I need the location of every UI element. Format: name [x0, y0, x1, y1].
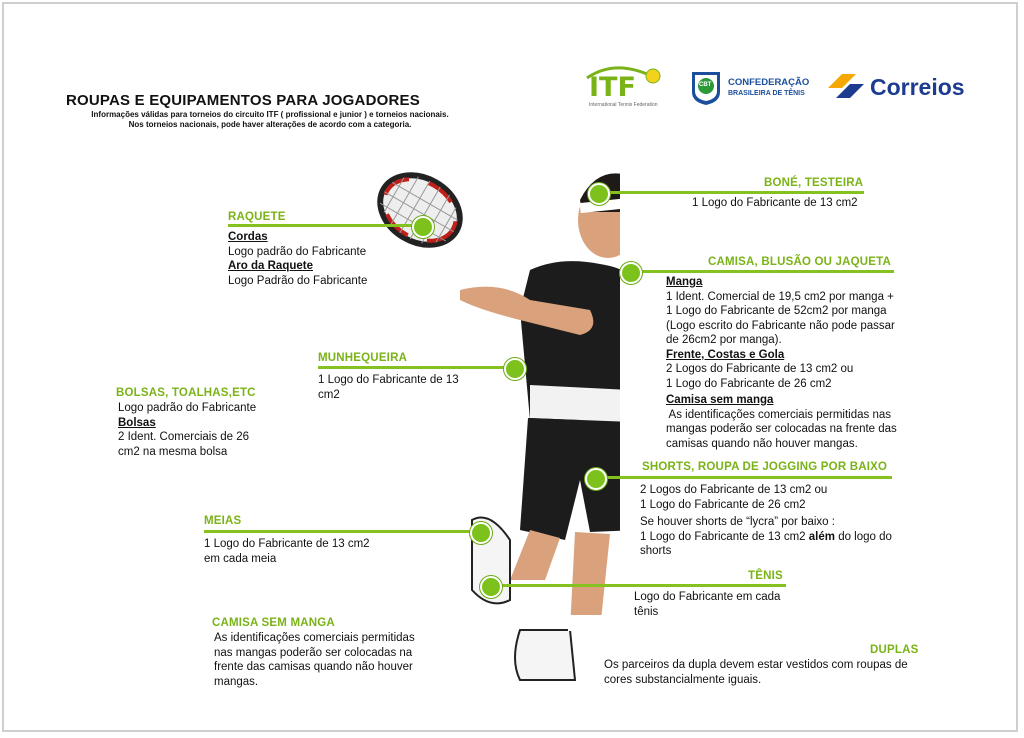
meias-dot — [470, 522, 492, 544]
camisa-manga-line-4: de 26cm2 por manga). — [666, 334, 782, 346]
itf-logo — [583, 62, 665, 108]
shorts-dot — [585, 468, 607, 490]
tenis-line-1: Logo do Fabricante em cada — [634, 591, 781, 603]
duplas-heading: DUPLAS — [870, 644, 919, 656]
bone-text: 1 Logo do Fabricante de 13 cm2 — [692, 197, 858, 209]
raquete-dot — [412, 216, 434, 238]
shorts-line-4b: além — [808, 530, 835, 543]
shorts-line-2: 1 Logo do Fabricante de 26 cm2 — [640, 498, 806, 511]
correios-text: Correios — [870, 74, 965, 100]
raquete-connector-line — [228, 224, 420, 227]
cbt-badge-text: CBT — [699, 82, 712, 88]
meias-line-2: em cada meia — [204, 552, 277, 565]
raquete-cordas-label: Cordas — [228, 231, 268, 243]
munhequeira-heading: MUNHEQUEIRA — [318, 352, 408, 364]
tennis-player-illustration — [360, 160, 620, 690]
duplas-line-1: Os parceiros da dupla devem estar vestidos com roupas de — [604, 659, 908, 671]
meias-heading: MEIAS — [204, 515, 242, 527]
raquete-cordas-text: Logo padrão do Fabricante — [228, 245, 367, 258]
correios-logo — [826, 70, 976, 106]
munhequeira-block — [318, 373, 459, 402]
bolsas-line-3: cm2 na mesma bolsa — [118, 445, 228, 458]
munhequeira-line-1: 1 Logo do Fabricante de 13 — [318, 374, 459, 386]
camisa-manga-line-1: 1 Ident. Comercial de 19,5 cm2 por manga + — [666, 290, 894, 303]
camisa-frente-line-1: 2 Logos do Fabricante de 13 cm2 ou — [666, 363, 854, 375]
cbt-shield-icon — [690, 70, 722, 106]
bolsas-heading: BOLSAS, TOALHAS,ETC — [116, 387, 256, 399]
duplas-line-2: cores substancialmente iguais. — [604, 673, 762, 686]
camisa-frente-line-2: 1 Logo do Fabricante de 26 cm2 — [666, 377, 832, 390]
bone-connector-line — [598, 191, 864, 194]
page-title: ROUPAS E EQUIPAMENTOS PARA JOGADORES — [66, 92, 420, 109]
camisa-dot — [620, 262, 642, 284]
munhequeira-line-2: cm2 — [318, 388, 340, 401]
cbt-line-1: CONFEDERAÇÃO — [728, 77, 810, 88]
tenis-block — [634, 590, 780, 619]
camisa-sem-manga-line-3: frente das camisas quando não houver — [214, 661, 413, 673]
camisa-connector-line — [630, 270, 894, 273]
correios-arrows-icon — [826, 70, 870, 102]
camisa-sem-manga-line-3: camisas quando não houver mangas. — [666, 437, 858, 450]
tenis-connector-line — [490, 584, 786, 587]
shorts-connector-line — [594, 476, 892, 479]
camisa-frente-label: Frente, Costas e Gola — [666, 348, 785, 361]
camisa-sem-manga-block — [214, 631, 415, 689]
meias-block — [204, 537, 370, 566]
subtitle-line-2: Nos torneios nacionais, pode haver alterações de acordo com a categoria. — [128, 120, 412, 129]
camisa-sem-manga-line-1: As identificações comerciais permitidas nas — [666, 408, 891, 421]
camisa-sem-manga-heading: CAMISA SEM MANGA — [212, 617, 335, 629]
bolsas-line-1: Logo padrão do Fabricante — [118, 402, 257, 414]
camisa-sem-manga-line-4: mangas. — [214, 675, 259, 688]
shorts-line-1: 2 Logos do Fabricante de 13 cm2 ou — [640, 484, 828, 496]
bolsas-line-2: 2 Ident. Comerciais de 26 — [118, 431, 250, 443]
raquete-aro-text: Logo Padrão do Fabricante — [228, 274, 368, 287]
raquete-heading: RAQUETE — [228, 211, 286, 223]
subtitle-line-1: Informações válidas para torneios do circuito ITF ( profissional e junior ) e torneios nacionais. — [91, 110, 449, 119]
camisa-sem-manga-line-2: mangas poderão ser colocadas na frente das — [666, 423, 897, 435]
cbt-line-2: BRASILEIRA DE TÊNIS — [728, 90, 805, 97]
itf-logo-text: ITF — [589, 72, 636, 103]
bone-heading: BONÉ, TESTEIRA — [764, 177, 864, 189]
bolsas-block — [118, 401, 256, 459]
bolsas-label: Bolsas — [118, 416, 156, 429]
meias-connector-line — [204, 530, 480, 533]
camisa-block — [666, 275, 897, 451]
camisa-manga-line-3: (Logo escrito do Fabricante não pode passar — [666, 319, 895, 332]
camisa-heading: CAMISA, BLUSÃO OU JAQUETA — [708, 256, 892, 268]
tenis-heading: TÊNIS — [748, 570, 783, 582]
cbt-logo — [690, 70, 810, 110]
raquete-block — [228, 230, 367, 288]
raquete-aro-label: Aro da Raquete — [228, 260, 313, 272]
bone-dot — [588, 183, 610, 205]
camisa-manga-label: Manga — [666, 276, 703, 288]
tenis-dot — [480, 576, 502, 598]
shorts-line-3: Se houver shorts de “lycra” por baixo : — [640, 516, 835, 528]
shorts-block — [640, 483, 892, 559]
itf-logo-subtext: International Tennis Federation — [589, 102, 658, 108]
page-subtitle — [60, 110, 480, 130]
shorts-line-5: shorts — [640, 545, 672, 557]
shorts-line-4c: do logo do — [835, 530, 892, 543]
camisa-sem-manga-line-2: nas mangas poderão ser colocadas na — [214, 646, 413, 659]
racket-icon — [368, 161, 473, 258]
camisa-sem-manga-label: Camisa sem manga — [666, 394, 774, 406]
camisa-sem-manga-line-1: As identificações comerciais permitidas — [214, 632, 415, 644]
meias-line-1: 1 Logo do Fabricante de 13 cm2 — [204, 538, 370, 550]
camisa-manga-line-2: 1 Logo do Fabricante de 52cm2 por manga — [666, 305, 887, 317]
shorts-line-4a: 1 Logo do Fabricante de 13 cm2 — [640, 530, 809, 543]
munhequeira-connector-line — [318, 366, 514, 369]
duplas-block — [604, 658, 908, 687]
shorts-line-4 — [640, 530, 892, 545]
shorts-heading: SHORTS, ROUPA DE JOGGING POR BAIXO — [642, 461, 888, 473]
munhequeira-dot — [504, 358, 526, 380]
tenis-line-2: tênis — [634, 605, 659, 618]
